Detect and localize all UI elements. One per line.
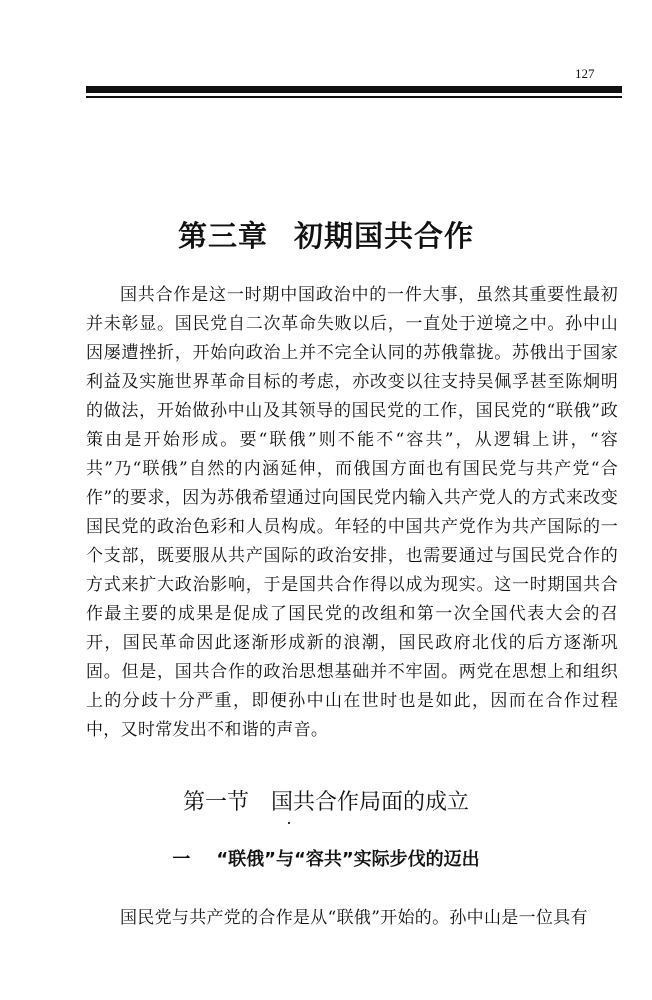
chapter-number: 第三章	[177, 219, 268, 253]
page-number: 127	[575, 66, 595, 81]
next-paragraph: 国民党与共产党的合作是从“联俄”开始的。孙中山是一位具有	[120, 908, 588, 928]
intro-paragraph: 国共合作是这一时期中国政治中的一件大事，虽然其重要性最初并未彰显。国民党自二次革命失败以后，一直处于逆境之中。孙中山因屡遭挫折，开始向政治上并不完全认同的苏俄靠拢。苏俄出于国家利益及实施世界革命目标的考虑，亦改变以往支持吴佩孚甚至陈炯明的做法，开始做孙中山及其领导的国民党的工作，国民党的“联俄”政策由是开始形成。要“联俄”则不能不“容共”，从逻辑上讲，“容共”乃“联俄”自然的内涵延伸，而俄国方面也有国民党与共产党“合作”的要求，因为苏俄希望通过向国民党内输入共产党人的方式来改变国民党的政治色彩和人员构成。年轻的中国共产党作为共产国际的一个支部，既要服从共产国际的政治安排，也需要通过与国民党合作的方式来扩大政治影响，于是国共合作得以成为现实。这一时期国共合作最主要的成果是促成了国民党的改组和第一次全国代表大会的召开，国民革命因此逐渐形成新的浪潮，国民政府北伐的后方逐渐巩固。但是，国共合作的政治思想基础并不牢固。两党在思想上和组织上的分歧十分严重，即便孙中山在世时也是如此，因而在合作过程中，又时常发出不和谐的声音。	[86, 285, 618, 740]
chapter-title: 初期国共合作	[294, 219, 475, 253]
section-number: 第一节	[182, 790, 249, 815]
chapter-heading	[0, 214, 652, 255]
section-title: 国共合作局面的成立	[271, 790, 470, 815]
subsection-title: “联俄”与“容共”实际步伐的迈出	[216, 849, 480, 870]
header-rule-thick	[86, 86, 622, 93]
stray-dot	[288, 822, 290, 824]
header-rule-thin	[86, 96, 622, 98]
subsection-heading	[0, 845, 652, 871]
section-heading	[0, 785, 652, 816]
subsection-number: 一	[172, 849, 191, 870]
